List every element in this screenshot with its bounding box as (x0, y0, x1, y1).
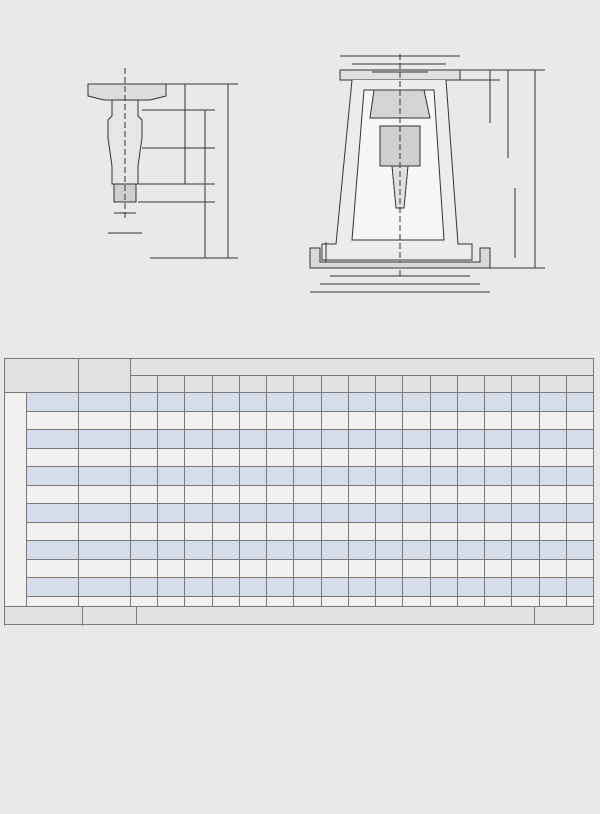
value-cell (294, 448, 321, 467)
value-cell (239, 467, 266, 486)
column-header (376, 376, 403, 393)
value-cell (376, 559, 403, 578)
value-cell (539, 541, 566, 560)
model-cell (27, 578, 79, 597)
value-cell (403, 430, 430, 449)
value-cell (457, 541, 484, 560)
value-cell (185, 504, 212, 523)
value-cell (566, 411, 593, 430)
value-cell (131, 504, 158, 523)
value-cell (239, 559, 266, 578)
value-cell (376, 411, 403, 430)
value-cell (539, 504, 566, 523)
technical-drawing (0, 48, 600, 310)
value-cell (321, 448, 348, 467)
value-cell (321, 578, 348, 597)
value-cell (485, 393, 512, 412)
value-cell (348, 504, 375, 523)
value-cell (457, 578, 484, 597)
value-cell (566, 504, 593, 523)
value-cell (185, 485, 212, 504)
value-cell (485, 448, 512, 467)
column-header (485, 376, 512, 393)
value-cell (348, 467, 375, 486)
value-cell (430, 393, 457, 412)
value-cell (239, 504, 266, 523)
model-cell (27, 485, 79, 504)
value-cell (212, 411, 239, 430)
value-cell (512, 448, 539, 467)
reducer-cell (79, 578, 131, 597)
reducer-cell (79, 541, 131, 560)
value-cell (457, 485, 484, 504)
value-cell (485, 541, 512, 560)
value-cell (267, 411, 294, 430)
table-row (5, 411, 594, 430)
value-cell (131, 467, 158, 486)
value-cell (485, 485, 512, 504)
value-cell (185, 448, 212, 467)
table-row (5, 430, 594, 449)
column-header (239, 376, 266, 393)
model-cell (27, 522, 79, 541)
value-cell (239, 393, 266, 412)
value-cell (457, 448, 484, 467)
value-cell (239, 578, 266, 597)
value-cell (294, 559, 321, 578)
value-cell (403, 541, 430, 560)
value-cell (267, 578, 294, 597)
value-cell (566, 467, 593, 486)
value-cell (212, 504, 239, 523)
value-cell (348, 541, 375, 560)
value-cell (403, 559, 430, 578)
value-cell (348, 559, 375, 578)
shaft-top-flange (88, 84, 166, 100)
value-cell (267, 430, 294, 449)
value-cell (158, 393, 185, 412)
value-cell (212, 448, 239, 467)
value-cell (512, 393, 539, 412)
value-cell (321, 430, 348, 449)
column-header (321, 376, 348, 393)
value-cell (376, 467, 403, 486)
header-reducer (79, 359, 131, 393)
value-cell (539, 411, 566, 430)
value-cell (131, 578, 158, 597)
value-cell (348, 393, 375, 412)
header-frame-type-2 (5, 607, 83, 625)
value-cell (457, 430, 484, 449)
value-cell (185, 393, 212, 412)
value-cell (348, 485, 375, 504)
table-row (5, 559, 594, 578)
group-cell (5, 393, 27, 615)
value-cell (512, 411, 539, 430)
value-cell (239, 411, 266, 430)
value-cell (321, 411, 348, 430)
value-cell (376, 485, 403, 504)
reducer-cell (79, 448, 131, 467)
value-cell (348, 522, 375, 541)
value-cell (212, 393, 239, 412)
value-cell (566, 578, 593, 597)
value-cell (457, 467, 484, 486)
value-cell (212, 541, 239, 560)
column-header (403, 376, 430, 393)
table-row (5, 393, 594, 412)
table-row (5, 485, 594, 504)
model-cell (27, 448, 79, 467)
header-dimensions-2 (137, 607, 535, 625)
reducer-cell (79, 504, 131, 523)
value-cell (212, 559, 239, 578)
value-cell (321, 522, 348, 541)
value-cell (512, 541, 539, 560)
value-cell (566, 448, 593, 467)
value-cell (348, 411, 375, 430)
value-cell (294, 411, 321, 430)
value-cell (566, 522, 593, 541)
table-row (5, 467, 594, 486)
reducer-cell (79, 393, 131, 412)
value-cell (294, 467, 321, 486)
value-cell (430, 504, 457, 523)
value-cell (131, 393, 158, 412)
value-cell (485, 467, 512, 486)
model-cell (27, 411, 79, 430)
value-cell (566, 559, 593, 578)
value-cell (321, 541, 348, 560)
value-cell (430, 522, 457, 541)
value-cell (212, 522, 239, 541)
column-header (539, 376, 566, 393)
value-cell (212, 485, 239, 504)
column-header (566, 376, 593, 393)
value-cell (267, 541, 294, 560)
model-cell (27, 541, 79, 560)
column-header (294, 376, 321, 393)
value-cell (457, 559, 484, 578)
value-cell (294, 578, 321, 597)
value-cell (566, 541, 593, 560)
reducer-cell (79, 559, 131, 578)
value-cell (267, 504, 294, 523)
value-cell (348, 430, 375, 449)
value-cell (239, 430, 266, 449)
value-cell (512, 467, 539, 486)
value-cell (239, 485, 266, 504)
value-cell (131, 448, 158, 467)
column-header (185, 376, 212, 393)
value-cell (239, 522, 266, 541)
header-reducer-2 (82, 607, 137, 625)
value-cell (267, 522, 294, 541)
value-cell (321, 467, 348, 486)
value-cell (403, 411, 430, 430)
value-cell (566, 430, 593, 449)
value-cell (376, 430, 403, 449)
value-cell (457, 411, 484, 430)
value-cell (403, 504, 430, 523)
column-header (267, 376, 294, 393)
value-cell (485, 411, 512, 430)
value-cell (267, 559, 294, 578)
value-cell (185, 430, 212, 449)
value-cell (294, 485, 321, 504)
table-row (5, 504, 594, 523)
value-cell (430, 448, 457, 467)
header-frame-type (5, 359, 79, 393)
column-header (430, 376, 457, 393)
value-cell (512, 485, 539, 504)
table-row (5, 541, 594, 560)
table-row (5, 448, 594, 467)
value-cell (185, 541, 212, 560)
value-cell (430, 411, 457, 430)
value-cell (158, 430, 185, 449)
value-cell (348, 578, 375, 597)
value-cell (403, 578, 430, 597)
value-cell (185, 559, 212, 578)
reducer-cell (79, 411, 131, 430)
value-cell (158, 411, 185, 430)
value-cell (294, 430, 321, 449)
model-cell (27, 430, 79, 449)
value-cell (212, 467, 239, 486)
value-cell (539, 448, 566, 467)
value-cell (457, 522, 484, 541)
header-dimensions (131, 359, 594, 376)
value-cell (485, 559, 512, 578)
value-cell (158, 541, 185, 560)
value-cell (131, 485, 158, 504)
value-cell (376, 522, 403, 541)
value-cell (131, 559, 158, 578)
model-cell (27, 467, 79, 486)
value-cell (430, 541, 457, 560)
value-cell (430, 467, 457, 486)
column-header (131, 376, 158, 393)
column-header (457, 376, 484, 393)
value-cell (131, 411, 158, 430)
reducer-cell (79, 467, 131, 486)
value-cell (376, 448, 403, 467)
value-cell (239, 448, 266, 467)
value-cell (131, 430, 158, 449)
value-cell (539, 559, 566, 578)
model-cell (27, 559, 79, 578)
reducer-cell (79, 522, 131, 541)
value-cell (158, 485, 185, 504)
value-cell (430, 430, 457, 449)
value-cell (539, 485, 566, 504)
parameters-table (4, 358, 594, 615)
value-cell (403, 467, 430, 486)
value-cell (321, 504, 348, 523)
value-cell (158, 522, 185, 541)
value-cell (185, 578, 212, 597)
value-cell (376, 578, 403, 597)
table-row (5, 578, 594, 597)
value-cell (185, 467, 212, 486)
value-cell (131, 522, 158, 541)
value-cell (512, 504, 539, 523)
value-cell (512, 522, 539, 541)
reducer-cell (79, 485, 131, 504)
value-cell (403, 393, 430, 412)
value-cell (539, 578, 566, 597)
value-cell (539, 467, 566, 486)
column-header (158, 376, 185, 393)
value-cell (512, 578, 539, 597)
value-cell (566, 485, 593, 504)
value-cell (485, 578, 512, 597)
value-cell (512, 430, 539, 449)
value-cell (185, 411, 212, 430)
model-cell (27, 504, 79, 523)
value-cell (485, 504, 512, 523)
value-cell (321, 393, 348, 412)
value-cell (158, 559, 185, 578)
value-cell (267, 467, 294, 486)
column-header (348, 376, 375, 393)
value-cell (294, 522, 321, 541)
value-cell (239, 541, 266, 560)
value-cell (321, 559, 348, 578)
parameters-table-2 (4, 606, 594, 625)
value-cell (376, 393, 403, 412)
value-cell (566, 393, 593, 412)
value-cell (512, 559, 539, 578)
value-cell (348, 448, 375, 467)
value-cell (430, 559, 457, 578)
value-cell (485, 522, 512, 541)
value-cell (212, 578, 239, 597)
value-cell (267, 485, 294, 504)
value-cell (376, 541, 403, 560)
value-cell (267, 448, 294, 467)
value-cell (539, 522, 566, 541)
value-cell (267, 393, 294, 412)
value-cell (294, 504, 321, 523)
reducer-cell (79, 430, 131, 449)
value-cell (158, 504, 185, 523)
value-cell (376, 504, 403, 523)
header-bearing (535, 607, 594, 625)
model-cell (27, 393, 79, 412)
value-cell (158, 467, 185, 486)
value-cell (131, 541, 158, 560)
value-cell (321, 485, 348, 504)
value-cell (403, 485, 430, 504)
value-cell (539, 430, 566, 449)
value-cell (485, 430, 512, 449)
value-cell (185, 522, 212, 541)
value-cell (403, 522, 430, 541)
value-cell (430, 578, 457, 597)
value-cell (457, 504, 484, 523)
column-header (512, 376, 539, 393)
value-cell (158, 578, 185, 597)
column-header (212, 376, 239, 393)
value-cell (294, 541, 321, 560)
table-row (5, 522, 594, 541)
value-cell (457, 393, 484, 412)
value-cell (539, 393, 566, 412)
value-cell (294, 393, 321, 412)
value-cell (430, 485, 457, 504)
value-cell (212, 430, 239, 449)
value-cell (403, 448, 430, 467)
value-cell (158, 448, 185, 467)
